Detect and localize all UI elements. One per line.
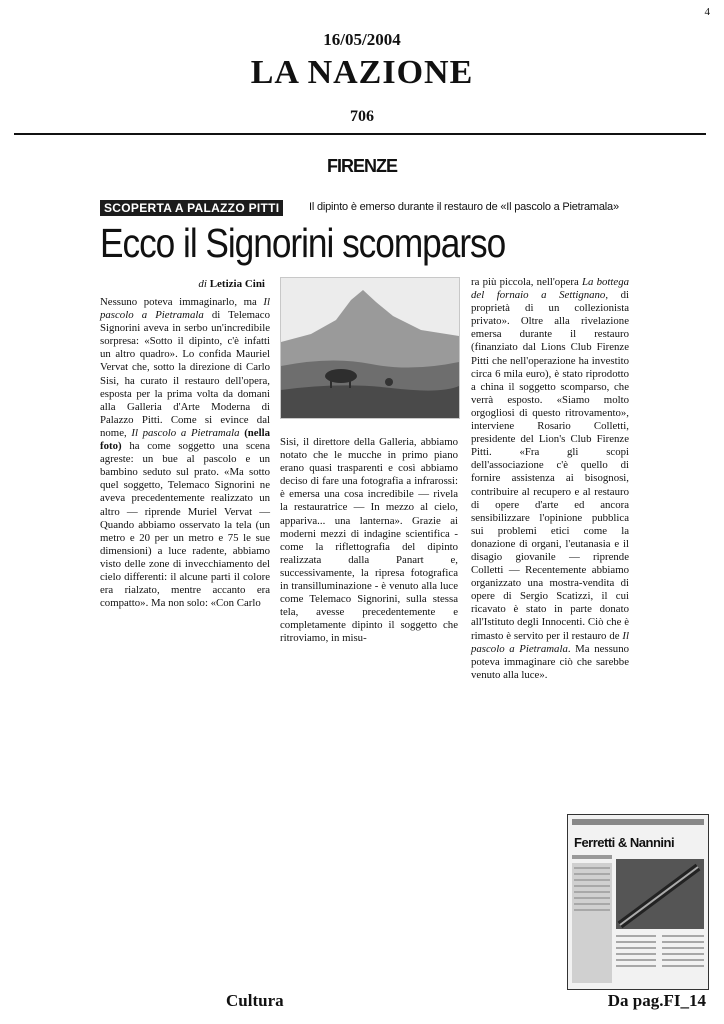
text-run: di Telemaco Signorini aveva in serbo un'incredibile sorpresa: «Sotto il dipinto, c'è infatti un altro quadro». Lo confida Mauriel Vervat che, sotto la direzione di Carlo Sisi, ha curato il restauro dell'opera, esposta per la prima volta da domani alla Galleria d'Arte Moderna di Palazzo Pitti. Come si evince dal nome, [100, 309, 270, 439]
article-column-2 [280, 436, 458, 646]
artwork-title: Il pascolo a Pietramala [131, 426, 240, 439]
section-label: FIRENZE [326, 156, 397, 176]
publication-date: 16/05/2004 [323, 30, 401, 49]
thumbnail-headline: Ferretti & Nannini [574, 835, 675, 850]
text-run: ra più piccola, nell'opera [471, 276, 582, 288]
article-kicker: SCOPERTA A PALAZZO PITTI [100, 200, 283, 216]
newspaper-masthead: LA NAZIONE [250, 54, 474, 91]
artwork-title: Il pascolo a Pietramala [471, 629, 629, 655]
photo-reference: (nella foto) [100, 426, 270, 453]
article-byline [100, 278, 265, 290]
text-run: ha come soggetto una scena agreste: un bue al pascolo e un bambino seduto sul prato. «Ma sotto quel soggetto, Telemaco Signorini ne aveva precedentemente realizzato un altro — riprende Muriel Vervat — Quando abbiamo osservato la tela (un metro e 20 per un metro e 75 le sue dimensioni) a luce radente, abbiamo visto delle zone di invecchiamento del cielo differenti: il alcune parti il colore era rialzato, mentre accanto era compatto». Ma non solo: «Con Carlo [100, 440, 270, 610]
byline-author: Letizia Cini [209, 278, 265, 290]
article-column-3 [471, 276, 629, 682]
footer-category: Cultura [226, 991, 284, 1010]
issue-number: 706 [350, 108, 374, 125]
page-number: 4 [704, 6, 710, 18]
article-column-1 [100, 296, 270, 610]
artwork-title: La bottega del fornaio a Settignano [471, 276, 629, 302]
header-divider [14, 133, 706, 135]
artwork-title: Il pascolo a Pietramala [100, 296, 270, 322]
text-run: Nessuno poteva immaginarlo, ma [100, 296, 264, 308]
painting-photo [280, 277, 460, 419]
byline-prefix: di [198, 278, 207, 290]
footer-source: Da pag.FI_14 [607, 991, 706, 1010]
article-headline: Ecco il Signorini scomparso [100, 220, 506, 266]
page-thumbnail [567, 814, 709, 990]
article-subhead: Il dipinto è emerso durante il restauro de «Il pascolo a Pietramala» [309, 201, 619, 213]
text-run: . Ma nessuno poteva immaginare ciò che sarebbe venuto alla luce». [471, 642, 629, 681]
landscape-painting-image [281, 278, 459, 418]
text-run: Sisi, il direttore della Galleria, abbiamo notato che le mucche in primo piano erano quasi trasparenti e così abbiamo deciso di fare una fotografia a infrarossi: è emersa una cosa incredibile — rivela la restauratrice — In mezzo al cielo, appariva... una lanterna». Grazie ai moderni mezzi di indagine scientifica - come la riflettografia del dipinto realizzata dalla Panart e, successivamente, la ripresa fotografica in transilluminazione - è venuto alla luce come Telemaco Signorini, sulla stessa tela, avesse precedentemente e completamente dipinto il soggetto che ritroviamo, in misu- [280, 436, 458, 645]
text-run: , di proprietà di un collezionista privato». Oltre alla rivelazione emersa durante il restauro (finanziato dal Lions Club Firenze Pitti che nell'operazione ha investito circa 6 mila euro), è stato riprodotto a china il soggetto scomparso, che verrà esposto. «Siamo molto orgogliosi di questo ritrovamento», interviene Rosario Colletti, presidente del Lion's Club Firenze Pitti. «Fra gli scopi dell'associazione c'è quello di fornire assistenza ai bisognosi, contribuire al recupero e al restauro di opere d'arte ed ancora sensibilizzare l'opinione pubblica sui problemi etici come la donazione di organi, l'eutanasia e il disagio giovanile — riprende Colletti — Recentemente abbiamo organizzato una mostra-vendita di opere di Sergio Scatizzi, il cui ricavato è stato in parte donato all'Istituto degli Innocenti. Ciò che è rimasto è servito per il restauro de [471, 289, 629, 642]
